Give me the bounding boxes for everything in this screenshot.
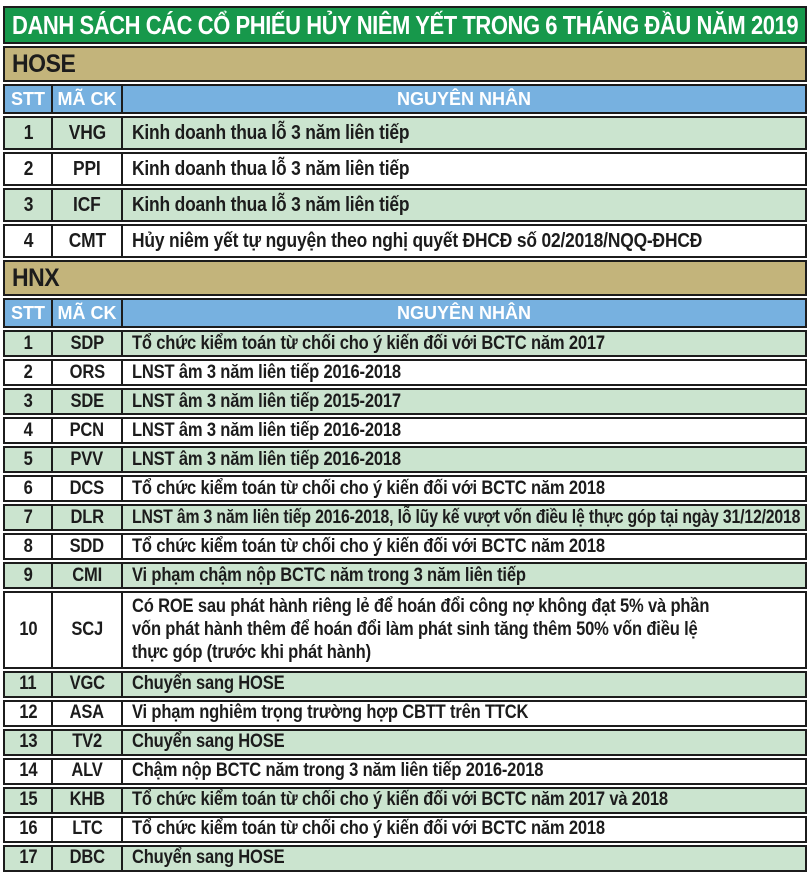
cell-text: 9 bbox=[23, 564, 33, 586]
cell-text: 14 bbox=[18, 760, 38, 782]
cell-text: 8 bbox=[23, 535, 33, 557]
cell-text: LNST âm 3 năm liên tiếp 2016-2018, lỗ lũy kế vượt vốn điều lệ thực góp tại ngày 31/12/2018 bbox=[132, 506, 801, 528]
cell-reason bbox=[123, 477, 805, 500]
cell-text: Tổ chức kiểm toán từ chối cho ý kiến đối với BCTC năm 2017 bbox=[132, 332, 605, 354]
cell-ticker bbox=[53, 673, 123, 696]
cell-reason bbox=[123, 847, 805, 870]
cell-reason bbox=[123, 226, 805, 256]
table-row bbox=[3, 152, 807, 186]
column-header-stt: STT bbox=[5, 86, 53, 112]
cell-text: 3 bbox=[23, 390, 33, 412]
cell-text: 2 bbox=[23, 361, 33, 383]
table-row bbox=[3, 475, 807, 502]
cell-text: LTC bbox=[71, 818, 103, 840]
column-header-ticker: MÃ CK bbox=[53, 300, 123, 326]
table-row bbox=[3, 729, 807, 756]
cell-reason bbox=[123, 673, 805, 696]
cell-reason bbox=[123, 506, 805, 529]
cell-text: DLR bbox=[70, 506, 104, 528]
cell-text: KHB bbox=[69, 789, 105, 811]
cell-reason bbox=[123, 760, 805, 783]
cell-stt bbox=[5, 477, 53, 500]
column-header-stt: STT bbox=[5, 300, 53, 326]
cell-text: Vi phạm chậm nộp BCTC năm trong 3 năm liên tiếp bbox=[132, 564, 526, 586]
cell-ticker bbox=[53, 760, 123, 783]
column-header-row bbox=[3, 84, 807, 114]
cell-reason bbox=[123, 702, 805, 725]
cell-text: 11 bbox=[19, 673, 37, 695]
cell-text: 1 bbox=[23, 332, 33, 354]
cell-text: Tổ chức kiểm toán từ chối cho ý kiến đối với BCTC năm 2018 bbox=[132, 535, 605, 557]
cell-reason bbox=[123, 154, 805, 184]
cell-reason bbox=[123, 448, 805, 471]
cell-ticker bbox=[53, 448, 123, 471]
cell-ticker bbox=[53, 361, 123, 384]
cell-text: LNST âm 3 năm liên tiếp 2016-2018 bbox=[132, 361, 401, 383]
cell-text: Có ROE sau phát hành riêng lẻ để hoán đổi công nợ không đạt 5% và phần vốn phát hành thêm để hoán đổi làm phát sinh tăng thêm 50% vốn điều lệ thực góp (trước khi phát hành) bbox=[132, 596, 710, 664]
table-row bbox=[3, 758, 807, 785]
cell-text: CMI bbox=[72, 564, 102, 586]
cell-stt bbox=[5, 535, 53, 558]
cell-stt bbox=[5, 190, 53, 220]
cell-ticker bbox=[53, 154, 123, 184]
table-row bbox=[3, 671, 807, 698]
table-row bbox=[3, 417, 807, 444]
cell-text: DCS bbox=[69, 477, 105, 499]
section-header-hose bbox=[3, 46, 807, 82]
cell-stt bbox=[5, 154, 53, 184]
cell-stt bbox=[5, 390, 53, 413]
cell-text: Tổ chức kiểm toán từ chối cho ý kiến đối với BCTC năm 2018 bbox=[132, 818, 605, 840]
cell-stt bbox=[5, 361, 53, 384]
table-row bbox=[3, 787, 807, 814]
cell-text: ORS bbox=[69, 361, 105, 383]
cell-text: LNST âm 3 năm liên tiếp 2016-2018 bbox=[132, 448, 401, 470]
cell-ticker bbox=[53, 477, 123, 500]
table-row bbox=[3, 816, 807, 843]
cell-stt bbox=[5, 702, 53, 725]
cell-reason bbox=[123, 818, 805, 841]
cell-stt bbox=[5, 818, 53, 841]
cell-ticker bbox=[53, 419, 123, 442]
cell-ticker bbox=[53, 535, 123, 558]
section-title: HOSE bbox=[12, 49, 76, 78]
cell-text: Chuyển sang HOSE bbox=[132, 847, 285, 869]
cell-stt bbox=[5, 448, 53, 471]
table-row bbox=[3, 845, 807, 872]
cell-ticker bbox=[53, 731, 123, 754]
cell-text: PCN bbox=[69, 419, 105, 441]
cell-text: SDP bbox=[70, 332, 104, 354]
table-row bbox=[3, 388, 807, 415]
cell-text: Vi phạm nghiêm trọng trường hợp CBTT trên TTCK bbox=[132, 702, 529, 724]
table-row bbox=[3, 330, 807, 357]
cell-ticker bbox=[53, 847, 123, 870]
cell-text: LNST âm 3 năm liên tiếp 2016-2018 bbox=[132, 419, 401, 441]
table-row bbox=[3, 224, 807, 258]
cell-text: Chuyển sang HOSE bbox=[132, 673, 285, 695]
cell-reason bbox=[123, 564, 805, 587]
cell-text: Kinh doanh thua lỗ 3 năm liên tiếp bbox=[132, 157, 410, 180]
cell-text: 1 bbox=[23, 121, 33, 144]
cell-text: PPI bbox=[73, 157, 101, 180]
cell-ticker bbox=[53, 789, 123, 812]
cell-reason bbox=[123, 190, 805, 220]
cell-reason bbox=[123, 535, 805, 558]
cell-text: Chuyển sang HOSE bbox=[132, 731, 285, 753]
cell-text: DBC bbox=[69, 847, 105, 869]
cell-stt bbox=[5, 731, 53, 754]
cell-stt bbox=[5, 593, 53, 667]
cell-reason bbox=[123, 419, 805, 442]
cell-text: 17 bbox=[18, 847, 38, 869]
cell-reason bbox=[123, 118, 805, 148]
cell-text: ASA bbox=[69, 702, 105, 724]
cell-text: Tổ chức kiểm toán từ chối cho ý kiến đối với BCTC năm 2017 và 2018 bbox=[132, 789, 668, 811]
cell-stt bbox=[5, 789, 53, 812]
cell-text: 12 bbox=[18, 702, 38, 724]
cell-stt bbox=[5, 506, 53, 529]
cell-text: 2 bbox=[23, 157, 33, 180]
cell-reason bbox=[123, 593, 805, 667]
cell-text: Kinh doanh thua lỗ 3 năm liên tiếp bbox=[132, 121, 410, 144]
column-header-reason: NGUYÊN NHÂN bbox=[396, 302, 531, 323]
table-row bbox=[3, 116, 807, 150]
cell-ticker bbox=[53, 818, 123, 841]
cell-text: 7 bbox=[23, 506, 33, 528]
cell-stt bbox=[5, 847, 53, 870]
cell-text: VHG bbox=[68, 121, 106, 144]
cell-reason bbox=[123, 390, 805, 413]
cell-text: 13 bbox=[18, 731, 38, 753]
cell-text: 16 bbox=[18, 818, 38, 840]
column-header-row bbox=[3, 298, 807, 328]
cell-reason bbox=[123, 731, 805, 754]
cell-text: Tổ chức kiểm toán từ chối cho ý kiến đối với BCTC năm 2018 bbox=[132, 477, 605, 499]
cell-reason bbox=[123, 332, 805, 355]
cell-ticker bbox=[53, 390, 123, 413]
cell-text: VGC bbox=[69, 673, 105, 695]
cell-stt bbox=[5, 332, 53, 355]
table-row bbox=[3, 504, 807, 531]
cell-ticker bbox=[53, 593, 123, 667]
cell-text: ICF bbox=[73, 193, 101, 216]
cell-stt bbox=[5, 226, 53, 256]
cell-ticker bbox=[53, 702, 123, 725]
cell-text: 3 bbox=[23, 193, 33, 216]
cell-text: 4 bbox=[23, 419, 33, 441]
cell-text: 15 bbox=[18, 789, 38, 811]
cell-text: Hủy niêm yết tự nguyện theo nghị quyết ĐHCĐ số 02/2018/NQQ-ĐHCĐ bbox=[132, 229, 703, 252]
cell-stt bbox=[5, 760, 53, 783]
table-sections bbox=[3, 46, 807, 872]
table-row bbox=[3, 562, 807, 589]
cell-text: 6 bbox=[23, 477, 33, 499]
section-header-hnx bbox=[3, 260, 807, 296]
cell-text: Chậm nộp BCTC năm trong 3 năm liên tiếp 2016-2018 bbox=[132, 760, 544, 782]
cell-reason bbox=[123, 361, 805, 384]
table-row bbox=[3, 700, 807, 727]
cell-text: TV2 bbox=[72, 731, 102, 753]
cell-stt bbox=[5, 118, 53, 148]
cell-text: SDE bbox=[70, 390, 104, 412]
cell-ticker bbox=[53, 118, 123, 148]
section-title: HNX bbox=[12, 263, 60, 292]
cell-ticker bbox=[53, 226, 123, 256]
cell-ticker bbox=[53, 564, 123, 587]
table-row bbox=[3, 188, 807, 222]
table-row bbox=[3, 359, 807, 386]
cell-text: 10 bbox=[18, 618, 38, 640]
table-row bbox=[3, 533, 807, 560]
table-row bbox=[3, 446, 807, 473]
cell-text: 5 bbox=[23, 448, 33, 470]
cell-stt bbox=[5, 673, 53, 696]
cell-ticker bbox=[53, 332, 123, 355]
cell-text: SDD bbox=[69, 535, 105, 557]
cell-reason bbox=[123, 789, 805, 812]
cell-stt bbox=[5, 564, 53, 587]
cell-ticker bbox=[53, 506, 123, 529]
cell-stt bbox=[5, 419, 53, 442]
column-header-ticker: MÃ CK bbox=[53, 86, 123, 112]
cell-text: Kinh doanh thua lỗ 3 năm liên tiếp bbox=[132, 193, 410, 216]
cell-text: PVV bbox=[70, 448, 104, 470]
column-header-reason: NGUYÊN NHÂN bbox=[396, 88, 531, 109]
cell-text: LNST âm 3 năm liên tiếp 2015-2017 bbox=[132, 390, 401, 412]
cell-text: CMT bbox=[68, 229, 106, 252]
table-row bbox=[3, 591, 807, 669]
cell-text: ALV bbox=[71, 760, 103, 782]
page-title: DANH SÁCH CÁC CỔ PHIẾU HỦY NIÊM YẾT TRONG 6 THÁNG ĐẦU NĂM 2019 bbox=[11, 9, 799, 40]
cell-ticker bbox=[53, 190, 123, 220]
cell-text: SCJ bbox=[71, 618, 103, 640]
cell-text: 4 bbox=[23, 229, 33, 252]
page-title-bar bbox=[3, 6, 807, 44]
